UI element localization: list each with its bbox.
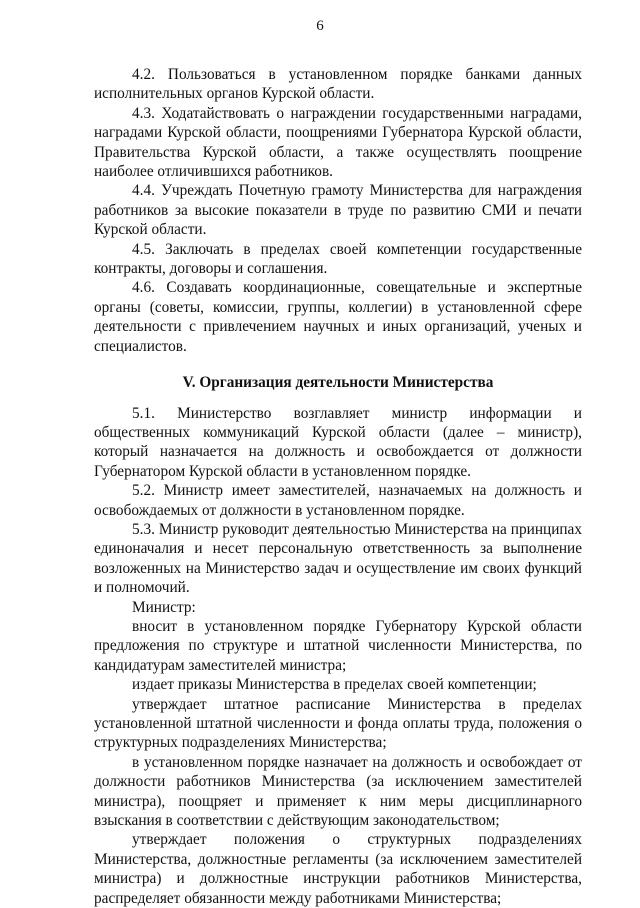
minister-duty-appointments: в установленном порядке назначает на должность и освобождает от должности работников Министерства (за исключением заместителей министра), поощряет и применяет к ним меры дисциплинарного взыскания в соответствии с действующим законодательством; xyxy=(94,753,582,830)
paragraph-5-1: 5.1. Министерство возглавляет министр информации и общественных коммуникаций Курской области (далее – министр), который назначается на должность и освобождается от должности Губернатором Курской области в установленном порядке. xyxy=(94,404,582,480)
minister-duty-regulations: утверждает положения о структурных подразделениях Министерства, должностные регламенты (за исключением заместителей министра) и должностные инструкции работников Министерства, распределяет обязанности между работниками Министерства; xyxy=(94,831,582,907)
paragraph-4-4: 4.4. Учреждать Почетную грамоту Министерства для награждения работников за высокие показатели в труде по развитию СМИ и печати Курской области. xyxy=(94,182,582,239)
document-body xyxy=(94,65,582,908)
page-number: 6 xyxy=(316,18,324,34)
paragraph-4-3: 4.3. Ходатайствовать о награждении государственными наградами, наградами Курской области, поощрениями Губернатора Курской области, Правительства Курской области, а также осуществлять поощрение наиболее отличившихся работников. xyxy=(94,104,582,181)
minister-duty-staffing: утверждает штатное расписание Министерства в пределах установленной штатной численности и фонда оплаты труда, положения о структурных подразделениях Министерства; xyxy=(94,695,582,752)
section-heading: V. Организация деятельности Министерства xyxy=(182,374,494,392)
paragraph-5-2: 5.2. Министр имеет заместителей, назначаемых на должность и освобождаемых от должности в установленном порядке. xyxy=(94,482,582,519)
paragraph-4-5: 4.5. Заключать в пределах своей компетенции государственные контракты, договоры и соглашения. xyxy=(94,240,582,278)
minister-intro: Министр: xyxy=(132,598,196,616)
paragraph-5-3: 5.3. Министр руководит деятельностью Министерства на принципах единоначалия и несет персональную ответственность за выполнение возложенных на Министерство задач и осуществление им своих функций и полномочий. xyxy=(94,520,582,597)
minister-duty-proposals: вносит в установленном порядке Губернатору Курской области предложения по структуре и штатной численности Министерства, по кандидатурам заместителей министра; xyxy=(94,617,582,674)
minister-duty-orders: издает приказы Министерства в пределах своей компетенции; xyxy=(132,676,537,694)
paragraph-4-6: 4.6. Создавать координационные, совещательные и экспертные органы (советы, комиссии, группы, коллегии) в установленной сфере деятельности с привлечением научных и иных организаций, ученых и специалистов. xyxy=(94,279,582,355)
paragraph-4-2: 4.2. Пользоваться в установленном порядке банками данных исполнительных органов Курской области. xyxy=(94,66,582,103)
